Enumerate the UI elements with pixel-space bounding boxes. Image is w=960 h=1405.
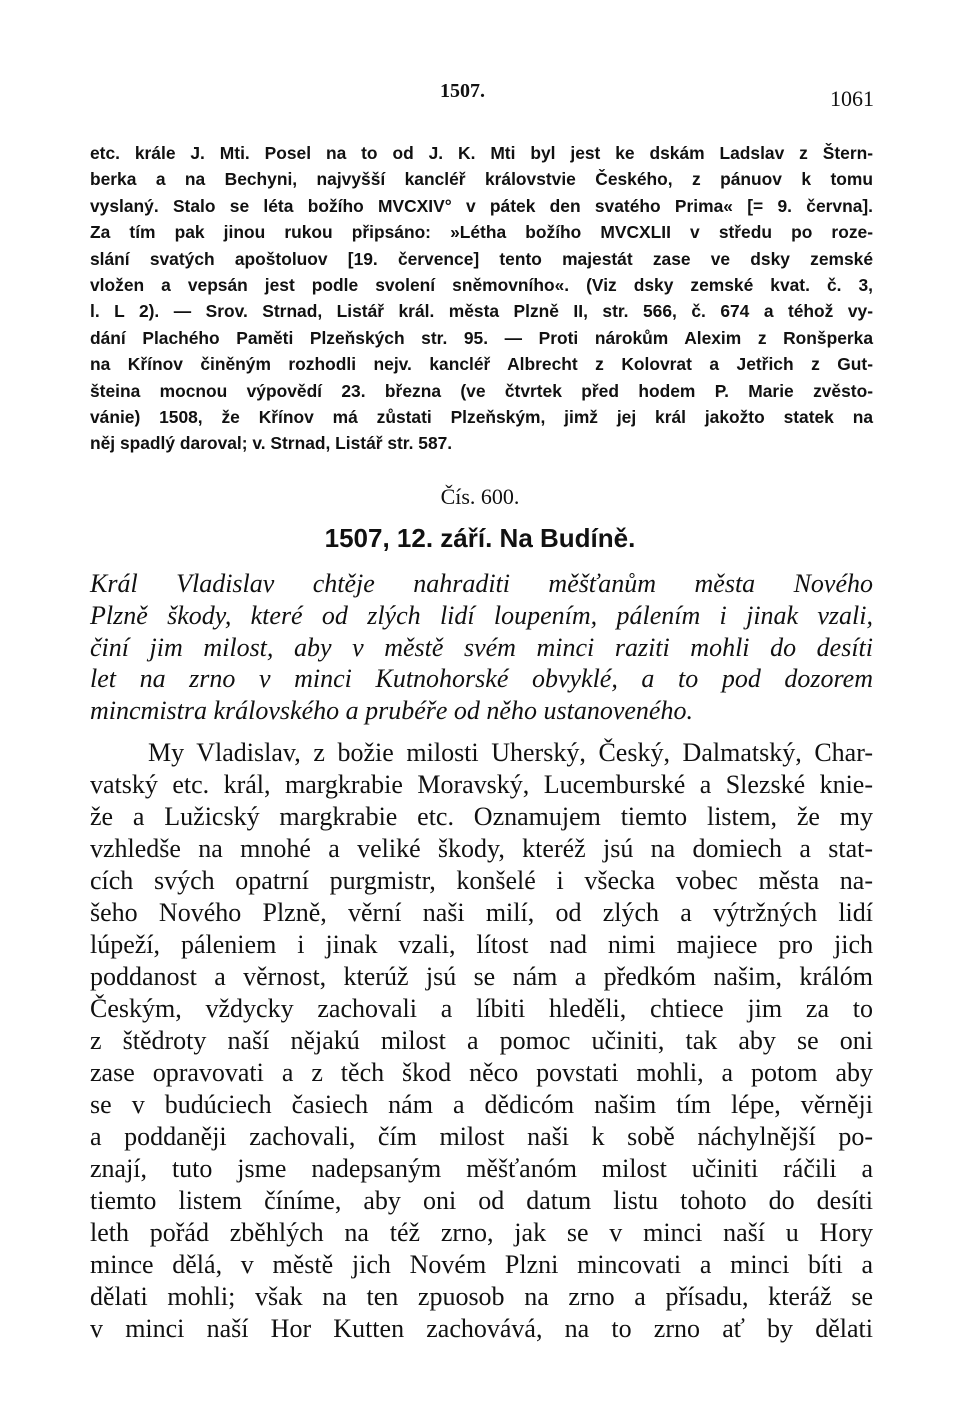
footnote-block [90,140,873,457]
note-line: něj spadlý daroval; v. Strnad, Listář str. 587. [90,433,453,454]
note-line: na Křínov činěným rozhodli nejv. kancléř Albrecht z Kolovrat a Jetřich z Gut- [90,354,873,375]
body-line: cích svých opatrní purgmistr, konšelé i všecka vobec města na- [90,866,873,895]
note-line: l. L 2). — Srov. Strnad, Listář král. města Plzně II, str. 566, č. 674 a téhož vy- [90,301,873,322]
note-line: berka a na Bechyni, najvyšší kancléř královstvie Českého, z pánuov k tomu [90,169,873,190]
body-line: vzhledše na mnohé a veliké škody, kteréž jsú na domiech a stat- [90,834,873,863]
body-line: mince dělá, v městě jich Novém Plzni mincovati a minci bíti a [90,1250,873,1279]
body-line: poddanost a věrnost, kterúž jsú se nám a předkóm našim, králóm [90,962,873,991]
note-line: dání Plachého Paměti Plzeňských str. 95. — Proti nárokům Alexim z Ronšperka [90,327,873,348]
regest-line: činí jim milost, aby v městě svém minci raziti mohli do desíti [90,632,873,662]
body-line: se v budúciech časiech nám a dědicóm našim tím lépe, věrněji [90,1090,873,1119]
body-line: že a Lužicský margkrabie etc. Oznamujem tiemto listem, že my [90,802,873,831]
body-line: tiemto listem číníme, aby oni od datum listu tohoto do desíti [90,1186,873,1215]
body-line: znají, tuto jsme nadepsaným měšťanóm milost učiniti ráčili a [90,1154,873,1183]
body-line: z štědroty naší nějakú milost a pomoc učiniti, tak aby se oni [90,1026,873,1055]
body-line: vatský etc. král, margkrabie Moravský, Lucemburské a Slezské knie- [90,770,873,799]
page-number: 1061 [830,86,874,111]
body-line: v minci naší Hor Kutten zachovává, na to zrno ať by dělati [90,1314,873,1343]
note-line: vyslaný. Stalo se léta božího MVCXIV° v pátek den svatého Prima« [= 9. června]. [90,195,873,216]
regest-line: let na zrno v minci Kutnohorské obvyklé, a to pod dozorem [90,664,873,694]
charter-text [90,737,873,1345]
regest-line: Král Vladislav chtěje nahraditi měšťanům města Nového [90,569,873,598]
body-line: šeho Nového Plzně, věrní naši milí, od zlých a výtržných lidí [90,898,873,927]
note-line: vánie) 1508, že Křínov má zůstati Plzeňským, jimž jej král jakožto statek na [90,407,873,428]
regest-line: mincmistra královského a prubéře od něho ustanoveného. [90,696,693,726]
page-header [0,76,960,116]
body-line: lúpeží, páleniem i jinak vzali, lítost nad nimi majiece pro jich [90,930,873,959]
document-number: Čís. 600. [440,484,520,509]
regest-line: Plzně škody, které od zlých lidí loupením, pálením i jinak vzali, [90,600,873,630]
note-line: šteina mocnou výpovědí 23. března (ve čtvrtek před hodem P. Marie zvěsto- [90,380,873,401]
note-line: vložen a vepsán jest podle svolení sněmovního«. (Viz dsky zemské kvat. č. 3, [90,275,873,296]
note-line: Za tím pak jinou rukou připsáno: »Létha božího MVCXLII v středu po roze- [90,222,873,243]
body-line: dělati mohli; však na ten zpuosob na zrno a přísadu, kteráž se [90,1282,873,1311]
body-line: zase opravovati a z těch škod něco povstati mohli, a potom aby [90,1058,873,1087]
note-line: etc. krále J. Mti. Posel na to od J. K. Mti byl jest ke dskám Ladslav z Štern- [90,143,873,163]
body-line: My Vladislav, z božie milosti Uherský, Český, Dalmatský, Char- [148,738,873,767]
body-line: Českým, vždycky zachovali a líbiti hleděli, chtiece jim za to [90,994,873,1023]
body-line: leth pořád zběhlých na též zrno, jak se v minci naší u Hory [90,1218,873,1247]
body-line: a poddaněji zachovali, čím milost naši k sobě náchylnější po- [90,1122,873,1151]
regest-summary [90,568,873,727]
document-date-heading: 1507, 12. září. Na Budíně. [324,523,636,553]
running-year: 1507. [440,80,485,102]
note-line: slání svatých apoštoluov [19. července] tento majestát zase ve dsky zemské [90,248,873,269]
